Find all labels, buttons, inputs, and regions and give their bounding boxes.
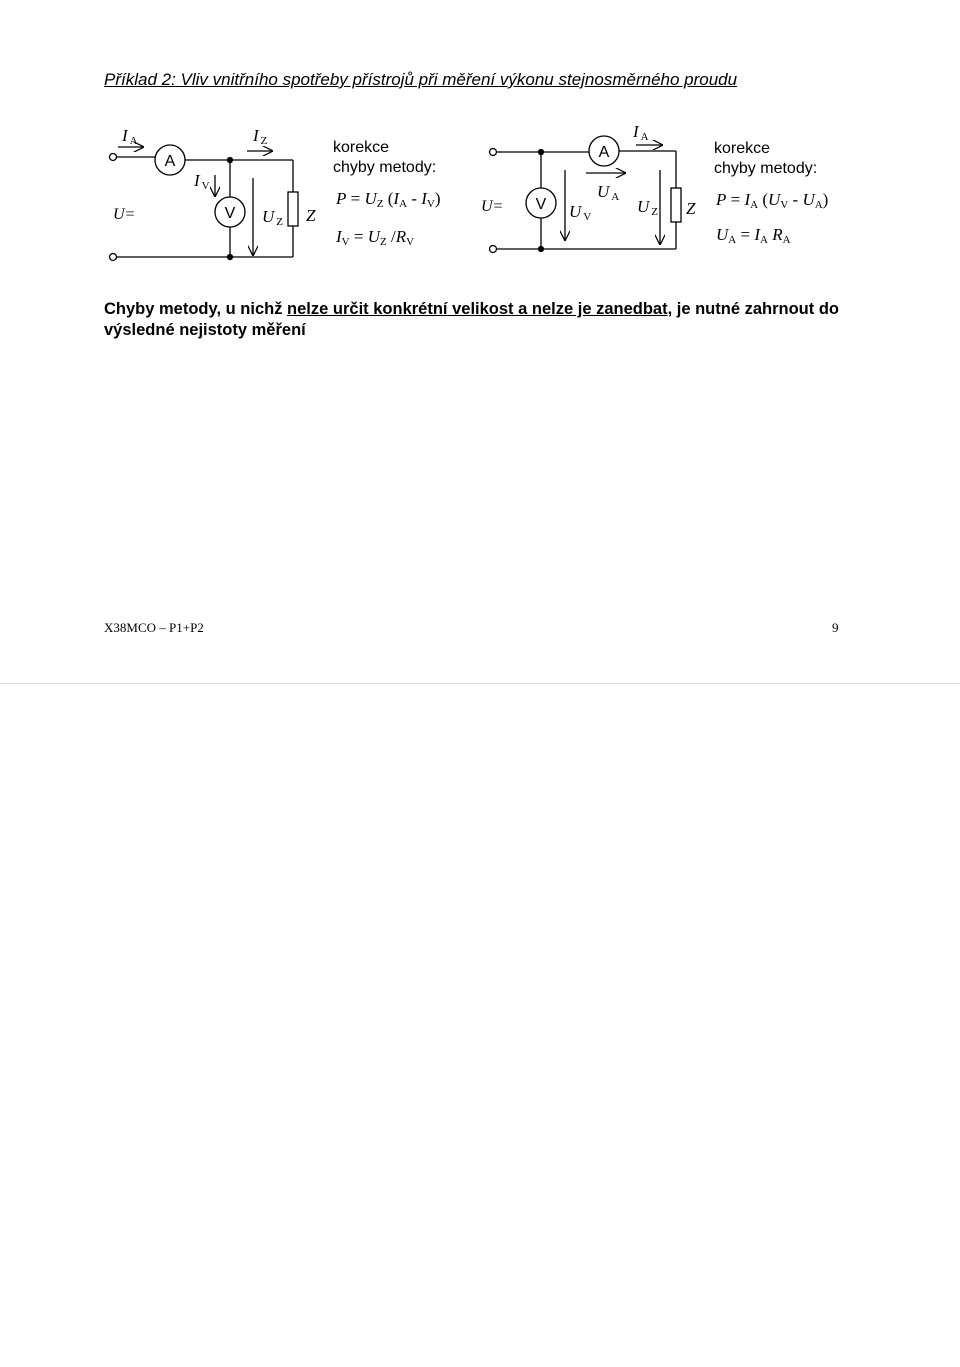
- source-label-2: U=: [481, 198, 504, 215]
- ammeter-label-1: A: [164, 153, 176, 170]
- slide-title: Příklad 2: Vliv vnitřního spotřeby přístrojů při měření výkonu stejnosměrného proudu: [104, 70, 738, 89]
- circuit-1-labels: [113, 126, 441, 248]
- voltage-v-label-2: U V: [569, 202, 592, 223]
- formula2-1: IV = UZ /RV: [336, 227, 415, 248]
- current-v-label-1: I V: [194, 171, 210, 192]
- circuit-2-labels: [481, 122, 828, 246]
- voltmeter-label-2: V: [535, 196, 547, 213]
- voltage-z-label-2: U Z: [637, 197, 659, 218]
- voltage-a-label-2: U A: [597, 182, 620, 203]
- footer-course-code: X38MCO – P1+P2: [104, 620, 204, 635]
- footer-page-number: 9: [832, 620, 839, 635]
- note-part1: Chyby metody, u nichž: [104, 300, 288, 318]
- formula2-2: UA = IA RA: [716, 225, 791, 246]
- circuit-1: [110, 145, 299, 261]
- terminal-bottom: [110, 254, 117, 261]
- circuit-diagrams: [0, 0, 960, 300]
- voltage-z-label-1: U Z: [262, 207, 284, 228]
- note-underlined: nelze určit konkrétní velikost a nelze je zanedbat: [287, 300, 668, 318]
- circuit-2: [490, 136, 682, 253]
- correction-line1-2: korekce: [714, 140, 771, 157]
- terminal-top-2: [490, 149, 497, 156]
- terminal-top: [110, 154, 117, 161]
- correction-line1-1: korekce: [333, 139, 390, 156]
- load-label-2: Z: [686, 199, 696, 218]
- current-a-label-1: I A: [122, 126, 138, 147]
- voltmeter-label-1: V: [224, 205, 236, 222]
- page-separator: [0, 683, 960, 684]
- source-label-1: U=: [113, 206, 136, 223]
- load-label-1: Z: [306, 206, 316, 225]
- correction-line2-1: chyby metody:: [333, 159, 437, 176]
- current-a-label-2: I A: [633, 122, 649, 143]
- formula1-2: P = IA (UV - UA): [716, 190, 829, 211]
- correction-line2-2: chyby metody:: [714, 160, 818, 177]
- load-resistor-2: [671, 188, 681, 222]
- ammeter-label-2: A: [598, 144, 610, 161]
- current-z-label-1: I Z: [253, 126, 268, 147]
- load-resistor: [288, 192, 298, 226]
- method-error-note: [104, 299, 844, 341]
- formula1-1: P = UZ (IA - IV): [336, 189, 441, 210]
- note-part2: , je nutné zahrnout do výsledné nejistoty měření: [104, 300, 839, 339]
- blank-next-page: [0, 685, 960, 1367]
- terminal-bottom-2: [490, 246, 497, 253]
